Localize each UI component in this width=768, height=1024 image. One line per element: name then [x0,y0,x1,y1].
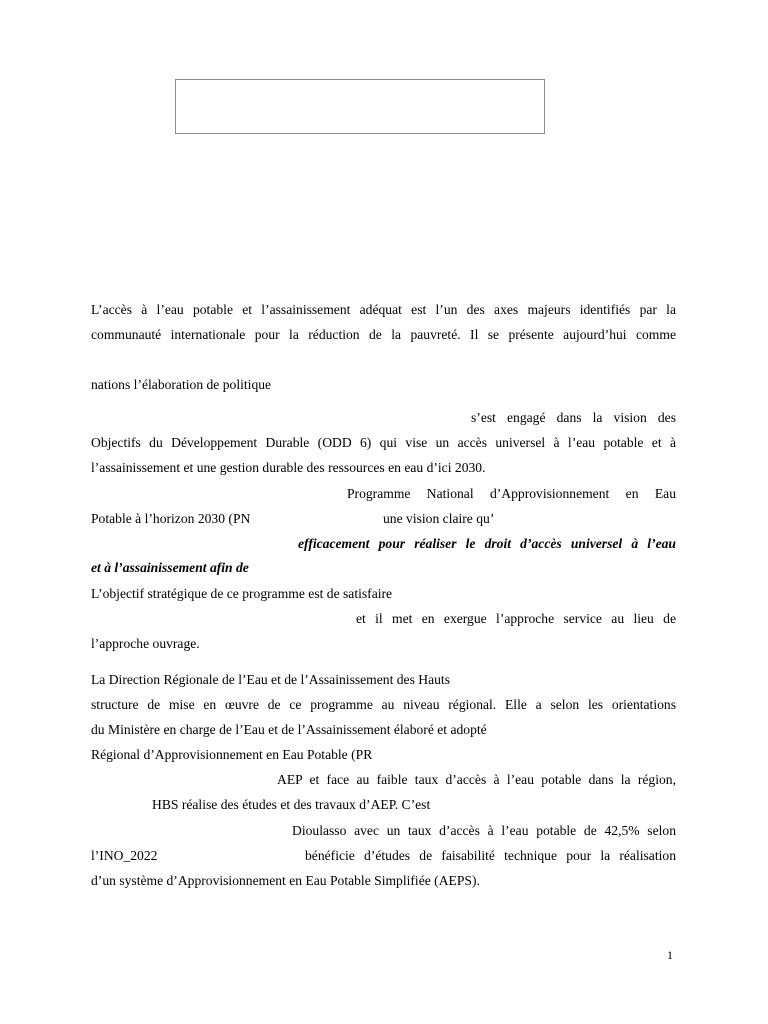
paragraph-line: l’approche ouvrage. [91,636,200,651]
paragraph-line: L’objectif stratégique de ce programme est de satisfaire [91,586,393,601]
page-number: 1 [667,948,673,962]
paragraph-line: La Direction Régionale de l’Eau et de l’Assainissement des Hauts [91,672,450,687]
paragraph-line: L’accès à l’eau potable et l’assainissement adéquat est l’un des axes majeurs identifiés par la [91,302,676,317]
paragraph-line: AEP et face au faible taux d’accès à l’eau potable dans la région, [277,772,676,787]
paragraph-line: une vision claire qu’ [383,511,495,526]
paragraph-line: l’assainissement et une gestion durable des ressources en eau d’ici 2030. [91,460,486,475]
paragraph-line: nations l’élaboration de politique [91,377,272,392]
emphasis-line: efficacement pour réaliser le droit d’accès universel à l’eau [298,536,676,551]
paragraph-line: bénéficie d’études de faisabilité technique pour la réalisation [305,848,676,863]
paragraph-line: l’INO_2022 [91,848,158,863]
paragraph-line: Objectifs du Développement Durable (ODD 6) qui vise un accès universel à l’eau potable et à [91,435,676,450]
paragraph-line: HBS réalise des études et des travaux d’AEP. C’est [152,797,431,812]
paragraph-line: Programme National d’Approvisionnement en Eau [347,486,676,501]
header-empty-box [175,79,545,134]
paragraph-line: structure de mise en œuvre de ce programme au niveau régional. Elle a selon les orientations [91,697,676,712]
paragraph-line: s’est engagé dans la vision des [471,410,676,425]
paragraph-line: Dioulasso avec un taux d’accès à l’eau potable de 42,5% selon [292,823,676,838]
emphasis-line: et à l’assainissement afin de [91,560,249,575]
paragraph-line: d’un système d’Approvisionnement en Eau Potable Simplifiée (AEPS). [91,873,480,888]
paragraph-line: Potable à l’horizon 2030 (PN [91,511,251,526]
paragraph-line: Régional d’Approvisionnement en Eau Potable (PR [91,747,373,762]
paragraph-line: et il met en exergue l’approche service au lieu de [356,611,676,626]
paragraph-line: du Ministère en charge de l’Eau et de l’Assainissement élaboré et adopté [91,722,487,737]
paragraph-line: communauté internationale pour la réduction de la pauvreté. Il se présente aujourd’hui comme [91,327,676,342]
